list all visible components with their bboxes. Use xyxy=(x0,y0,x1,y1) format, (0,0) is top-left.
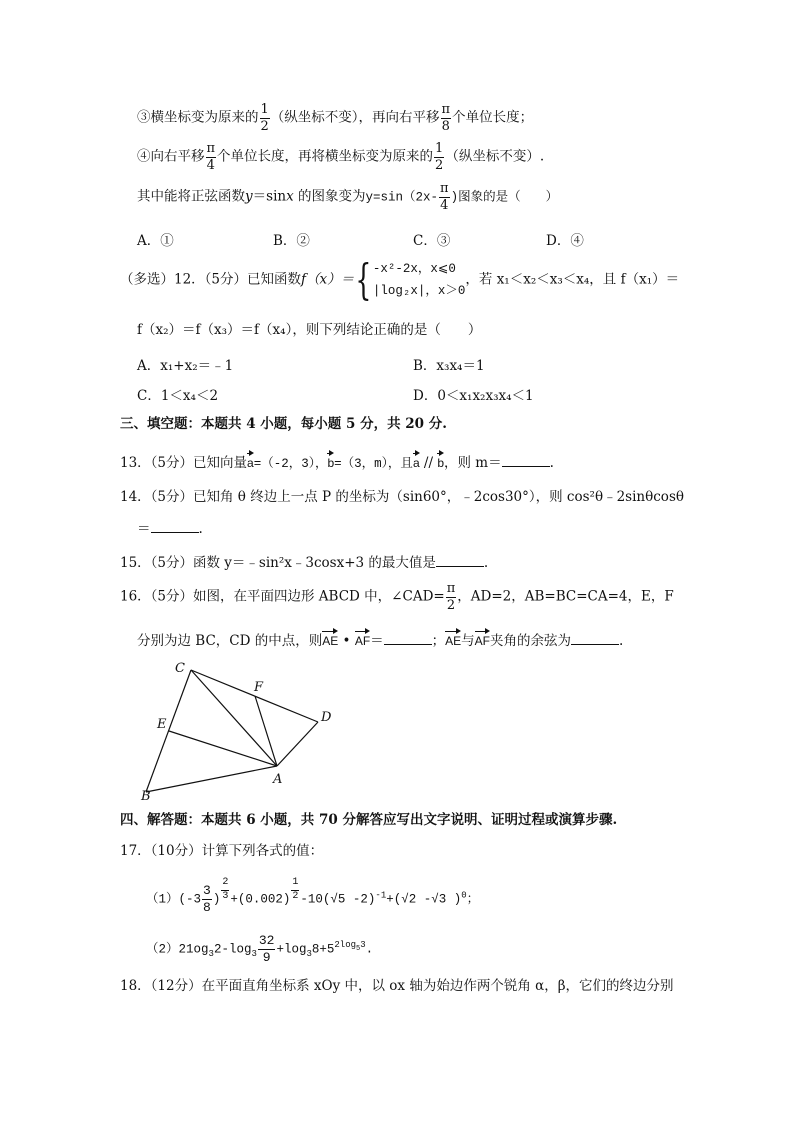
q17-part-2: $(2)21og_32-\log_3$ $\frac{32}{9}$ $+\log_38+5^{2log_53}$. xyxy=(146,933,374,965)
label-c: C xyxy=(175,661,185,676)
section-3-heading: 三、填空题：本题共 4 小题，每小题 5 分，共 20 分. xyxy=(120,416,447,432)
answer-blank[interactable] xyxy=(502,452,550,467)
exponent-fraction: $\frac{2}{3}$ xyxy=(222,877,229,902)
quadrilateral-figure xyxy=(130,655,360,805)
label-b: B xyxy=(141,789,151,804)
vector-af: AF xyxy=(354,634,371,648)
q12-choice-b: B．x₃x₄＝1 xyxy=(413,358,485,374)
fraction: $\frac{3}{8}$ xyxy=(203,883,211,915)
q17-title: 17．（10分）计算下列各式的值： xyxy=(120,843,324,859)
vector-af: AF xyxy=(474,634,491,648)
q11-stem: 其中能将正弦函数y＝sinx 的图象变为y=sin（2x- $\frac{\pi}{4}$ )图象的是（ ） xyxy=(137,181,559,213)
exponent-fraction: $\frac{1}{2}$ xyxy=(292,877,299,902)
vector-a: a xyxy=(412,456,420,470)
segment-ba xyxy=(146,766,277,792)
answer-blank[interactable] xyxy=(151,518,199,533)
vector-a: a xyxy=(247,456,254,470)
q12-stem-line2: f（x₂）＝f（x₃）＝f（x₄），则下列结论正确的是（ ） xyxy=(137,322,482,338)
q11-choice-a: A．① xyxy=(137,233,174,249)
vector-b: b xyxy=(437,456,444,470)
vector-ae: AE xyxy=(445,634,462,648)
q12-choice-d: D．0＜x₁x₂x₃x₄＜1 xyxy=(413,388,534,404)
q16-line2: 分别为边 BC，CD 的中点，则AE • AF＝ ；AE与AF夹角的余弦为 . xyxy=(137,630,623,649)
fraction: $\frac{1}{2}$ xyxy=(435,141,444,173)
section-4-heading: 四、解答题：本题共 6 小题，共 70 分解答应写出文字说明、证明过程或演算步骤. xyxy=(120,812,618,828)
q12-choice-c: C．1＜x₄＜2 xyxy=(137,388,219,404)
q11-choice-c: C．③ xyxy=(413,233,451,249)
fraction: $\frac{1}{2}$ xyxy=(260,102,269,134)
fraction: $\frac{32}{9}$ xyxy=(258,933,275,965)
vector-b: b xyxy=(327,456,335,470)
q18-line1: 18．（12分）在平面直角坐标系 xOy 中，以 ox 轴为始边作两个锐角 α，β，它们的终边分别 xyxy=(120,978,674,994)
fraction: $\frac{\pi}{4}$ xyxy=(206,141,216,173)
q11-choice-d: D．④ xyxy=(546,233,584,249)
left-brace-icon: { xyxy=(355,255,372,304)
fraction: $\frac{\pi}{8}$ xyxy=(441,102,451,134)
fraction: $\frac{\pi}{4}$ xyxy=(440,181,449,213)
q12-stem: （多选）12．（5分）已知函数f（x）＝{ -x²-2x，x⩽0 |log₂x|，x＞0 ，若 x₁＜x₂＜x₃＜x₄，且 f（x₁）＝ xyxy=(120,255,680,304)
answer-blank[interactable] xyxy=(384,630,432,645)
label-d: D xyxy=(321,710,332,725)
q11-choice-b: B．② xyxy=(273,233,310,249)
q13: 13．（5分）已知向量a=（-2，3），b=（3，m），且a // b，则 m＝ . xyxy=(120,452,554,472)
q14-line1: 14．（5分）已知角 θ 终边上一点 P 的坐标为（sin60°，﹣2cos30°），则 cos²θ﹣2sinθcosθ xyxy=(120,489,684,505)
label-e: E xyxy=(157,717,167,732)
q11-option-4: ④向右平移 $\frac{\pi}{4}$ 个单位长度，再将横坐标变为原来的 $\frac{1}{2}$ （纵坐标不变）. xyxy=(137,141,545,173)
fraction: $\frac{\pi}{2}$ xyxy=(446,581,456,613)
q12-choice-a: A．x₁+x₂＝﹣1 xyxy=(137,358,234,374)
segment-cb xyxy=(146,670,191,792)
segment-fa xyxy=(255,696,277,766)
vector-ae: AE xyxy=(322,634,339,648)
q14-line2: ＝ . xyxy=(137,518,203,537)
q15: 15．（5分）函数 y＝﹣sin²x﹣3cosx+3 的最大值是 . xyxy=(120,552,488,571)
q17-part-1: （1）(-3 $\frac{3}{8}$ ) $\frac{2}{3}$ +(0.002) $\frac{1}{2}$ -10(√5 -2)$^{-1}$+(√2 -√3 )$^0$； xyxy=(146,877,480,915)
label-f: F xyxy=(254,680,264,695)
piecewise-cases: -x²-2x，x⩽0 |log₂x|，x＞0 xyxy=(372,262,466,298)
segment-cd xyxy=(191,670,318,722)
q16-line1: 16．（5分）如图，在平面四边形 ABCD 中，∠CAD= $\frac{\pi}{2}$ ，AD=2，AB=BC=CA=4，E，F xyxy=(120,581,674,613)
label-a: A xyxy=(273,772,283,787)
answer-blank[interactable] xyxy=(571,630,619,645)
q11-option-3: ③横坐标变为原来的 $\frac{1}{2}$ （纵坐标不变），再向右平移 $\frac{\pi}{8}$ 个单位长度； xyxy=(137,102,534,134)
answer-blank[interactable] xyxy=(436,552,484,567)
segment-da xyxy=(277,722,318,766)
